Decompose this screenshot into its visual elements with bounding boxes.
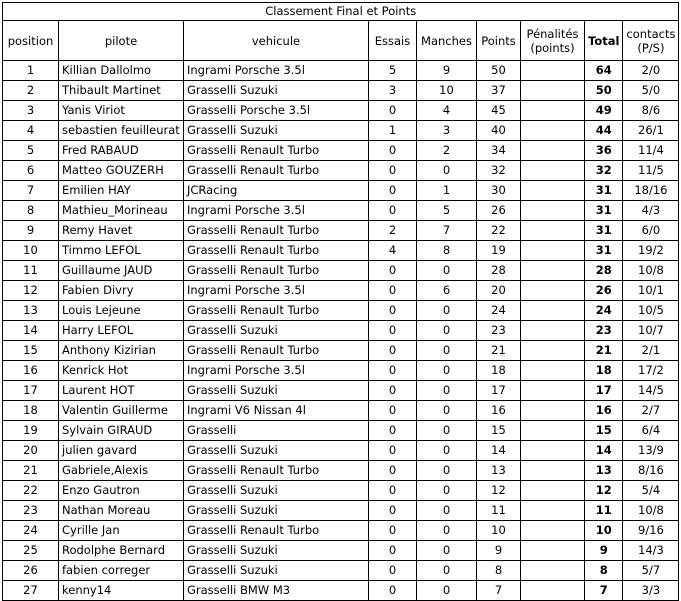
table-row: [3, 381, 679, 401]
header-manches: Manches: [417, 21, 477, 61]
cell-manches: 0: [417, 401, 477, 421]
cell-vehicule: Ingrami Porsche 3.5l: [184, 281, 369, 301]
cell-points: 50: [477, 61, 521, 81]
cell-vehicule: Grasselli Renault Turbo: [184, 261, 369, 281]
cell-position: 24: [3, 521, 59, 541]
cell-position: 13: [3, 301, 59, 321]
header-contacts-line2: (P/S): [637, 40, 665, 55]
cell-contacts: 13/9: [623, 441, 679, 461]
cell-position: 22: [3, 481, 59, 501]
cell-essais: 0: [369, 541, 417, 561]
cell-points: 40: [477, 121, 521, 141]
cell-points: 24: [477, 301, 521, 321]
cell-pilote: Sylvain GIRAUD: [59, 421, 184, 441]
cell-penalites: [521, 301, 585, 321]
cell-penalites: [521, 521, 585, 541]
cell-penalites: [521, 181, 585, 201]
cell-points: 7: [477, 581, 521, 601]
cell-penalites: [521, 61, 585, 81]
cell-total: 31: [585, 181, 623, 201]
cell-pilote: Mathieu_Morineau: [59, 201, 184, 221]
cell-penalites: [521, 381, 585, 401]
cell-total: 15: [585, 421, 623, 441]
cell-points: 15: [477, 421, 521, 441]
cell-penalites: [521, 421, 585, 441]
cell-manches: 0: [417, 161, 477, 181]
cell-pilote: Timmo LEFOL: [59, 241, 184, 261]
cell-pilote: Matteo GOUZERH: [59, 161, 184, 181]
cell-total: 31: [585, 221, 623, 241]
cell-total: 7: [585, 581, 623, 601]
cell-points: 12: [477, 481, 521, 501]
cell-essais: 0: [369, 401, 417, 421]
cell-total: 12: [585, 481, 623, 501]
cell-pilote: Fred RABAUD: [59, 141, 184, 161]
cell-position: 19: [3, 421, 59, 441]
cell-vehicule: Grasselli Suzuki: [184, 381, 369, 401]
cell-essais: 0: [369, 201, 417, 221]
table-row: [3, 321, 679, 341]
cell-penalites: [521, 361, 585, 381]
table-row: [3, 341, 679, 361]
cell-penalites: [521, 461, 585, 481]
cell-essais: 0: [369, 381, 417, 401]
cell-total: 23: [585, 321, 623, 341]
cell-vehicule: Grasselli Renault Turbo: [184, 221, 369, 241]
header-essais: Essais: [369, 21, 417, 61]
cell-essais: 0: [369, 421, 417, 441]
cell-penalites: [521, 121, 585, 141]
cell-pilote: Thibault Martinet: [59, 81, 184, 101]
cell-vehicule: Ingrami V6 Nissan 4l: [184, 401, 369, 421]
cell-contacts: 14/3: [623, 541, 679, 561]
cell-contacts: 8/6: [623, 101, 679, 121]
cell-vehicule: Grasselli Suzuki: [184, 81, 369, 101]
cell-points: 13: [477, 461, 521, 481]
cell-manches: 8: [417, 241, 477, 261]
cell-contacts: 10/8: [623, 501, 679, 521]
cell-penalites: [521, 581, 585, 601]
cell-vehicule: Grasselli Suzuki: [184, 321, 369, 341]
cell-pilote: Nathan Moreau: [59, 501, 184, 521]
cell-pilote: Louis Lejeune: [59, 301, 184, 321]
cell-pilote: Enzo Gautron: [59, 481, 184, 501]
cell-points: 16: [477, 401, 521, 421]
cell-penalites: [521, 441, 585, 461]
cell-contacts: 17/2: [623, 361, 679, 381]
cell-position: 7: [3, 181, 59, 201]
cell-manches: 6: [417, 281, 477, 301]
cell-position: 3: [3, 101, 59, 121]
cell-pilote: Yanis Viriot: [59, 101, 184, 121]
cell-vehicule: Grasselli Suzuki: [184, 121, 369, 141]
cell-contacts: 10/5: [623, 301, 679, 321]
cell-manches: 0: [417, 481, 477, 501]
cell-points: 8: [477, 561, 521, 581]
cell-pilote: Remy Havet: [59, 221, 184, 241]
cell-position: 5: [3, 141, 59, 161]
cell-essais: 0: [369, 341, 417, 361]
cell-vehicule: Ingrami Porsche 3.5l: [184, 61, 369, 81]
cell-penalites: [521, 541, 585, 561]
header-contacts: [623, 21, 679, 61]
cell-essais: 0: [369, 361, 417, 381]
cell-essais: 0: [369, 561, 417, 581]
cell-vehicule: Grasselli: [184, 421, 369, 441]
header-total: Total: [585, 21, 623, 61]
cell-essais: 0: [369, 181, 417, 201]
cell-pilote: sebastien feuilleurat: [59, 121, 184, 141]
cell-penalites: [521, 201, 585, 221]
cell-manches: 0: [417, 561, 477, 581]
cell-penalites: [521, 501, 585, 521]
header-vehicule: vehicule: [184, 21, 369, 61]
cell-position: 10: [3, 241, 59, 261]
cell-pilote: Rodolphe Bernard: [59, 541, 184, 561]
cell-points: 19: [477, 241, 521, 261]
cell-total: 31: [585, 241, 623, 261]
cell-manches: 9: [417, 61, 477, 81]
cell-vehicule: Grasselli Renault Turbo: [184, 301, 369, 321]
cell-pilote: Guillaume JAUD: [59, 261, 184, 281]
cell-points: 37: [477, 81, 521, 101]
cell-penalites: [521, 321, 585, 341]
cell-essais: 0: [369, 161, 417, 181]
header-penalites-line1: Pénalités: [526, 26, 579, 41]
cell-total: 18: [585, 361, 623, 381]
cell-vehicule: Grasselli Suzuki: [184, 541, 369, 561]
cell-essais: 2: [369, 221, 417, 241]
cell-position: 4: [3, 121, 59, 141]
cell-total: 26: [585, 281, 623, 301]
cell-points: 45: [477, 101, 521, 121]
cell-manches: 0: [417, 381, 477, 401]
cell-penalites: [521, 341, 585, 361]
cell-position: 6: [3, 161, 59, 181]
cell-penalites: [521, 241, 585, 261]
header-points: Points: [477, 21, 521, 61]
table-row: [3, 501, 679, 521]
cell-contacts: 6/0: [623, 221, 679, 241]
cell-total: 11: [585, 501, 623, 521]
cell-contacts: 10/8: [623, 261, 679, 281]
cell-manches: 0: [417, 361, 477, 381]
cell-penalites: [521, 141, 585, 161]
cell-vehicule: JCRacing: [184, 181, 369, 201]
cell-contacts: 2/0: [623, 61, 679, 81]
cell-position: 15: [3, 341, 59, 361]
cell-position: 25: [3, 541, 59, 561]
cell-manches: 0: [417, 541, 477, 561]
cell-manches: 4: [417, 101, 477, 121]
results-table: [2, 2, 679, 601]
cell-pilote: Fabien Divry: [59, 281, 184, 301]
cell-total: 31: [585, 201, 623, 221]
cell-essais: 1: [369, 121, 417, 141]
cell-contacts: 11/4: [623, 141, 679, 161]
header-penalites: [521, 21, 585, 61]
cell-points: 10: [477, 521, 521, 541]
cell-essais: 4: [369, 241, 417, 261]
cell-points: 32: [477, 161, 521, 181]
cell-position: 21: [3, 461, 59, 481]
table-row: [3, 221, 679, 241]
cell-position: 1: [3, 61, 59, 81]
cell-total: 10: [585, 521, 623, 541]
cell-contacts: 10/1: [623, 281, 679, 301]
header-pilote: pilote: [59, 21, 184, 61]
cell-essais: 0: [369, 281, 417, 301]
cell-position: 14: [3, 321, 59, 341]
cell-manches: 0: [417, 581, 477, 601]
cell-contacts: 6/4: [623, 421, 679, 441]
table-row: [3, 241, 679, 261]
cell-total: 28: [585, 261, 623, 281]
table-row: [3, 421, 679, 441]
cell-contacts: 4/3: [623, 201, 679, 221]
cell-points: 14: [477, 441, 521, 461]
cell-manches: 0: [417, 501, 477, 521]
cell-points: 28: [477, 261, 521, 281]
cell-position: 17: [3, 381, 59, 401]
cell-manches: 0: [417, 341, 477, 361]
cell-contacts: 5/7: [623, 561, 679, 581]
cell-contacts: 18/16: [623, 181, 679, 201]
cell-points: 22: [477, 221, 521, 241]
table-body: [3, 61, 679, 601]
cell-total: 8: [585, 561, 623, 581]
cell-essais: 0: [369, 581, 417, 601]
cell-contacts: 11/5: [623, 161, 679, 181]
cell-points: 30: [477, 181, 521, 201]
table-row: [3, 401, 679, 421]
cell-contacts: 2/7: [623, 401, 679, 421]
cell-points: 18: [477, 361, 521, 381]
cell-total: 9: [585, 541, 623, 561]
cell-position: 20: [3, 441, 59, 461]
cell-essais: 0: [369, 101, 417, 121]
cell-vehicule: Grasselli Renault Turbo: [184, 161, 369, 181]
cell-vehicule: Ingrami Porsche 3.5l: [184, 201, 369, 221]
cell-contacts: 5/0: [623, 81, 679, 101]
cell-position: 27: [3, 581, 59, 601]
cell-pilote: Cyrille Jan: [59, 521, 184, 541]
cell-essais: 0: [369, 301, 417, 321]
cell-pilote: Gabriele,Alexis: [59, 461, 184, 481]
cell-points: 17: [477, 381, 521, 401]
cell-manches: 0: [417, 521, 477, 541]
cell-penalites: [521, 481, 585, 501]
cell-vehicule: Grasselli Renault Turbo: [184, 141, 369, 161]
cell-penalites: [521, 81, 585, 101]
cell-pilote: Killian Dallolmo: [59, 61, 184, 81]
cell-penalites: [521, 161, 585, 181]
cell-total: 64: [585, 61, 623, 81]
cell-vehicule: Grasselli Porsche 3.5l: [184, 101, 369, 121]
cell-total: 32: [585, 161, 623, 181]
cell-pilote: Emilien HAY: [59, 181, 184, 201]
cell-total: 17: [585, 381, 623, 401]
table-row: [3, 361, 679, 381]
cell-essais: 0: [369, 321, 417, 341]
cell-penalites: [521, 221, 585, 241]
cell-position: 26: [3, 561, 59, 581]
cell-points: 20: [477, 281, 521, 301]
cell-position: 2: [3, 81, 59, 101]
cell-penalites: [521, 101, 585, 121]
table-row: [3, 161, 679, 181]
header-contacts-line1: contacts: [626, 26, 676, 41]
cell-manches: 0: [417, 441, 477, 461]
table-row: [3, 121, 679, 141]
table-title: Classement Final et Points: [3, 3, 679, 21]
cell-position: 12: [3, 281, 59, 301]
cell-contacts: 2/1: [623, 341, 679, 361]
cell-contacts: 9/16: [623, 521, 679, 541]
table-row: [3, 441, 679, 461]
table-row: [3, 101, 679, 121]
table-row: [3, 541, 679, 561]
cell-penalites: [521, 401, 585, 421]
cell-essais: 5: [369, 61, 417, 81]
cell-total: 13: [585, 461, 623, 481]
cell-pilote: Harry LEFOL: [59, 321, 184, 341]
cell-vehicule: Grasselli BMW M3: [184, 581, 369, 601]
cell-penalites: [521, 561, 585, 581]
cell-essais: 0: [369, 261, 417, 281]
cell-manches: 7: [417, 221, 477, 241]
cell-contacts: 8/16: [623, 461, 679, 481]
table-row: [3, 261, 679, 281]
cell-points: 26: [477, 201, 521, 221]
table-row: [3, 461, 679, 481]
cell-contacts: 3/3: [623, 581, 679, 601]
cell-essais: 0: [369, 501, 417, 521]
cell-essais: 0: [369, 441, 417, 461]
table-row: [3, 521, 679, 541]
table-row: [3, 481, 679, 501]
cell-pilote: Kenrick Hot: [59, 361, 184, 381]
cell-manches: 1: [417, 181, 477, 201]
cell-position: 23: [3, 501, 59, 521]
cell-essais: 0: [369, 521, 417, 541]
cell-total: 36: [585, 141, 623, 161]
cell-points: 9: [477, 541, 521, 561]
cell-points: 34: [477, 141, 521, 161]
table-row: [3, 181, 679, 201]
cell-manches: 0: [417, 301, 477, 321]
cell-contacts: 14/5: [623, 381, 679, 401]
cell-pilote: Anthony Kizirian: [59, 341, 184, 361]
cell-total: 50: [585, 81, 623, 101]
title-row: [3, 3, 679, 21]
cell-vehicule: Grasselli Suzuki: [184, 481, 369, 501]
table-row: [3, 201, 679, 221]
cell-contacts: 10/7: [623, 321, 679, 341]
cell-vehicule: Ingrami Porsche 3.5l: [184, 361, 369, 381]
cell-pilote: Laurent HOT: [59, 381, 184, 401]
cell-pilote: julien gavard: [59, 441, 184, 461]
cell-vehicule: Grasselli Renault Turbo: [184, 341, 369, 361]
table-row: [3, 581, 679, 601]
header-position: position: [3, 21, 59, 61]
cell-contacts: 5/4: [623, 481, 679, 501]
cell-manches: 2: [417, 141, 477, 161]
cell-manches: 10: [417, 81, 477, 101]
cell-position: 18: [3, 401, 59, 421]
header-row: [3, 21, 679, 61]
cell-essais: 3: [369, 81, 417, 101]
cell-total: 44: [585, 121, 623, 141]
cell-total: 49: [585, 101, 623, 121]
cell-total: 14: [585, 441, 623, 461]
cell-manches: 0: [417, 421, 477, 441]
cell-pilote: fabien correger: [59, 561, 184, 581]
cell-vehicule: Grasselli Suzuki: [184, 501, 369, 521]
cell-total: 24: [585, 301, 623, 321]
cell-position: 16: [3, 361, 59, 381]
table-row: [3, 141, 679, 161]
cell-essais: 0: [369, 141, 417, 161]
table-row: [3, 81, 679, 101]
cell-manches: 0: [417, 461, 477, 481]
cell-total: 21: [585, 341, 623, 361]
cell-vehicule: Grasselli Suzuki: [184, 441, 369, 461]
cell-pilote: Valentin Guillerme: [59, 401, 184, 421]
cell-vehicule: Grasselli Suzuki: [184, 561, 369, 581]
cell-points: 21: [477, 341, 521, 361]
cell-contacts: 26/1: [623, 121, 679, 141]
cell-position: 8: [3, 201, 59, 221]
cell-position: 11: [3, 261, 59, 281]
cell-penalites: [521, 281, 585, 301]
cell-position: 9: [3, 221, 59, 241]
cell-vehicule: Grasselli Renault Turbo: [184, 521, 369, 541]
cell-points: 23: [477, 321, 521, 341]
cell-essais: 0: [369, 461, 417, 481]
table-row: [3, 281, 679, 301]
table-row: [3, 61, 679, 81]
cell-points: 11: [477, 501, 521, 521]
cell-vehicule: Grasselli Renault Turbo: [184, 241, 369, 261]
table-row: [3, 561, 679, 581]
cell-essais: 0: [369, 481, 417, 501]
cell-manches: 0: [417, 261, 477, 281]
cell-vehicule: Grasselli Renault Turbo: [184, 461, 369, 481]
cell-manches: 5: [417, 201, 477, 221]
cell-manches: 3: [417, 121, 477, 141]
table-row: [3, 301, 679, 321]
cell-total: 16: [585, 401, 623, 421]
header-penalites-line2: (points): [530, 40, 575, 55]
cell-pilote: kenny14: [59, 581, 184, 601]
cell-penalites: [521, 261, 585, 281]
cell-manches: 0: [417, 321, 477, 341]
cell-contacts: 19/2: [623, 241, 679, 261]
